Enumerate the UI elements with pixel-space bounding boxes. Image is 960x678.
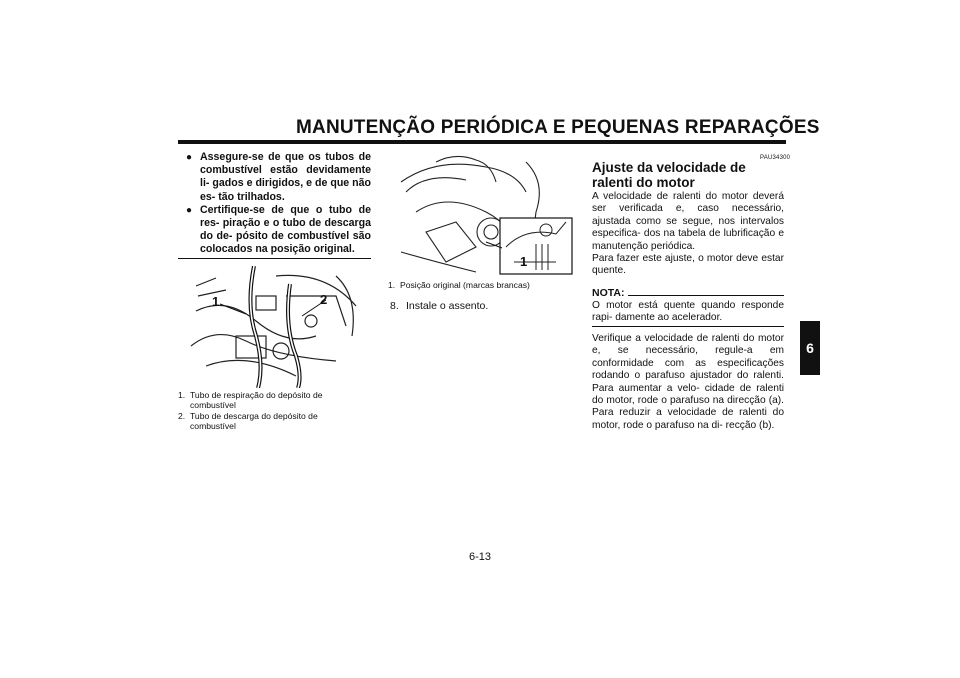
warning-item (186, 151, 371, 204)
caption-item (388, 280, 574, 290)
warning-list (186, 151, 371, 257)
figure-left-captions (178, 390, 358, 432)
hose-position-illustration (396, 152, 574, 276)
figure-middle-captions (388, 280, 574, 291)
page-number: 6-13 (468, 551, 492, 563)
intro-paragraph: A velocidade de ralenti do motor deverá ser verificada e, caso necessário, ajustada como se segue, nos intervalos especifica- dos na tabela de lubrificação e manutenção periódica. (592, 191, 784, 252)
caption-number: 1. (178, 390, 186, 400)
callout-2: 2 (320, 292, 328, 307)
bullet-icon: ● (186, 204, 193, 216)
warning-item (186, 204, 371, 257)
step-8 (390, 300, 488, 312)
fuel-hoses-illustration (186, 266, 362, 388)
header-rule (178, 140, 786, 144)
caption-text: Tubo de descarga do depósito de combustível (190, 411, 318, 431)
bullet-icon: ● (186, 152, 193, 163)
chapter-tab[interactable]: 6 (800, 321, 820, 375)
note-label: NOTA: (592, 287, 625, 299)
figure-fuel-hoses (186, 266, 362, 388)
procedure-paragraph: Verifique a velocidade de ralenti do motor e, se necessário, regule-a em conformidade com as especificações rodando o parafuso ajustador do ralenti. Para aumentar a velo- cidade de ralenti do motor, rode o parafuso na direcção (a). Para reduzir a velocidade de ralenti do motor, rode o parafuso na di- recção (b). (592, 333, 784, 431)
warning-text: Certifique-se de que o tubo de res- piração e o tubo de descarga do de- pósito de combustível são colocados na posição original. (200, 203, 371, 256)
warning-end-rule (178, 258, 371, 259)
intro-paragraph-2: Para fazer este ajuste, o motor deve estar quente. (592, 253, 784, 277)
note-end-rule (592, 326, 784, 327)
step-number: 8. (390, 300, 399, 312)
caption-text: Posição original (marcas brancas) (400, 280, 530, 290)
step-text: Instale o assento. (406, 300, 489, 312)
figure-original-position (396, 152, 574, 276)
note-rule (628, 295, 784, 296)
page-title: MANUTENÇÃO PERIÓDICA E PEQUENAS REPARAÇÕES (296, 117, 820, 138)
caption-item (178, 411, 358, 431)
caption-number: 1. (388, 280, 396, 290)
caption-number: 2. (178, 411, 186, 421)
note-text: O motor está quente quando responde rapi- damente ao acelerador. (592, 300, 784, 324)
caption-text: Tubo de respiração do depósito de combustível (190, 390, 323, 410)
warning-text: Assegure-se de que os tubos de combustível estão devidamente li- gados e dirigidos, e de que não es- tão trilhados. (200, 151, 371, 203)
callout-1: 1 (520, 254, 528, 269)
callout-1: 1 (212, 294, 220, 309)
section-heading: Ajuste da velocidade de ralenti do motor (592, 160, 746, 190)
caption-item (178, 390, 358, 410)
doc-code: PAU34300 (760, 155, 791, 161)
